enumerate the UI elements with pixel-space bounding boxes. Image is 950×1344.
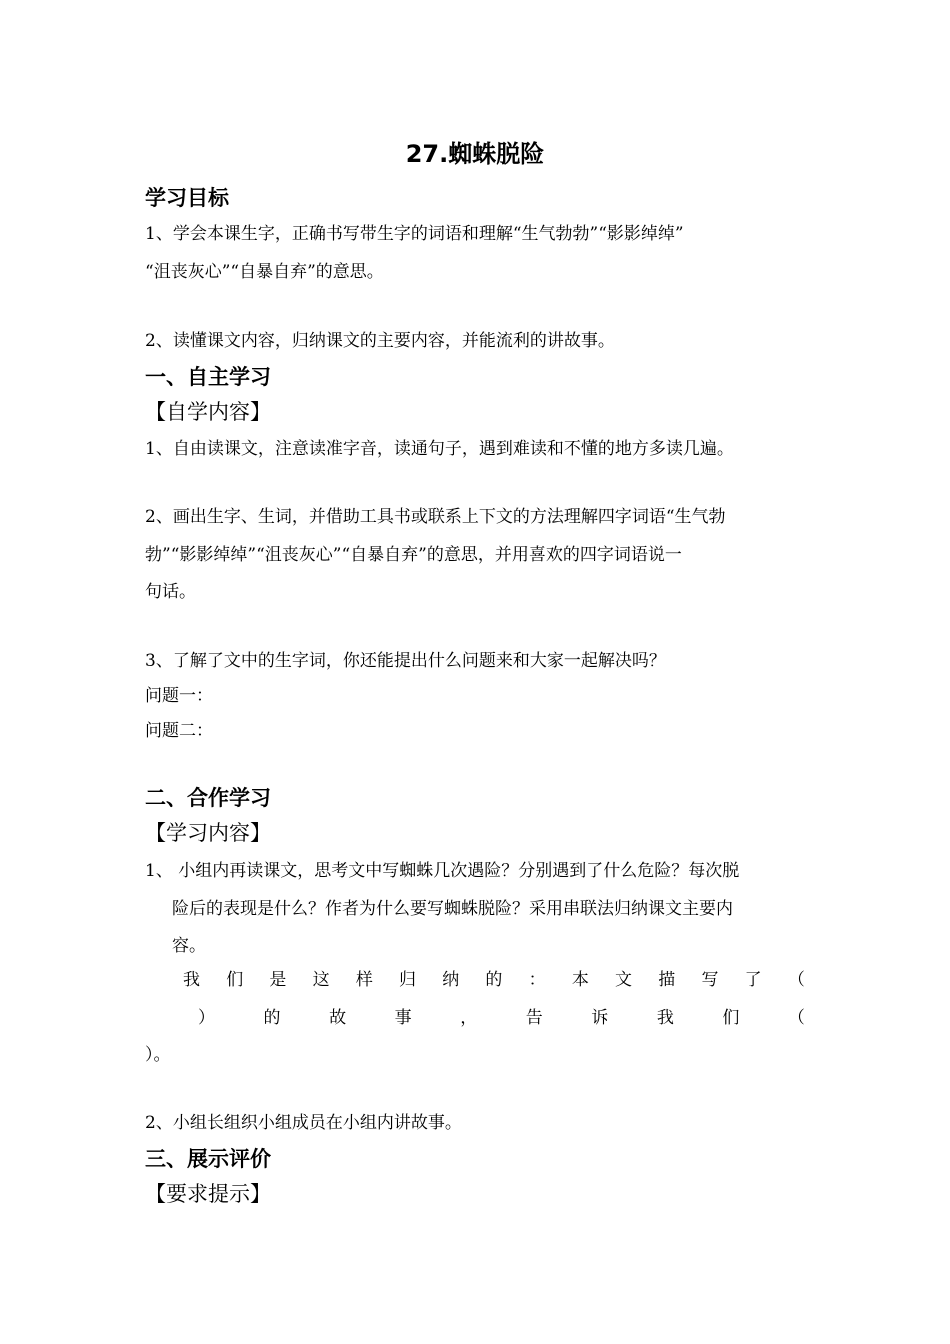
section1-item-2-line-1: 2、画出生字、生词，并借助工具书或联系上下文的方法理解四字词语“生气勃	[145, 507, 726, 527]
section3-heading: 三、展示评价	[145, 1147, 271, 1171]
summary-char: 描	[658, 970, 676, 990]
summary-char: 们	[226, 970, 244, 990]
summary-line-2	[198, 1008, 805, 1028]
summary-char: 是	[269, 970, 287, 990]
section2-item-2: 2、小组长组织小组成员在小组内讲故事。	[145, 1113, 462, 1133]
summary-char: （	[787, 970, 805, 990]
summary-char: 告	[525, 1008, 543, 1028]
summary-line-1	[183, 970, 805, 990]
summary-char: 们	[722, 1008, 740, 1028]
section2-item-1-line-3: 容。	[172, 936, 206, 956]
summary-char: ）	[198, 1008, 215, 1028]
summary-char: 文	[615, 970, 633, 990]
summary-char: 归	[399, 970, 417, 990]
question-2: 问题二：	[145, 721, 213, 741]
summary-char: 这	[312, 970, 330, 990]
section1-item-3: 3、了解了文中的生字词，你还能提出什么问题来和大家一起解决吗？	[145, 651, 666, 671]
summary-line-3: ）。	[145, 1045, 171, 1065]
summary-char: 本	[571, 970, 589, 990]
summary-char: 故	[329, 1008, 347, 1028]
section1-item-2-line-3: 句话。	[145, 582, 196, 602]
page-title: 27.蜘蛛脱险	[405, 140, 545, 168]
summary-char: 我	[656, 1008, 674, 1028]
summary-char: 样	[355, 970, 373, 990]
section2-item-1-line-1: 1、 小组内再读课文，思考文中写蜘蛛几次遇险？分别遇到了什么危险？每次脱	[145, 861, 740, 881]
section3-subheading: 【要求提示】	[145, 1182, 271, 1206]
section2-heading: 二、合作学习	[145, 786, 271, 810]
section2-subheading: 【学习内容】	[145, 821, 271, 845]
section1-subheading: 【自学内容】	[145, 400, 271, 424]
goal-item-2: 2、读懂课文内容，归纳课文的主要内容，并能流利的讲故事。	[145, 331, 615, 351]
goal-item-1-line-2: “沮丧灰心”“自暴自弃”的意思。	[145, 262, 384, 282]
goals-heading: 学习目标	[145, 186, 229, 210]
goal-item-1-line-1: 1、学会本课生字，正确书写带生字的词语和理解“生气勃勃”“影影绰绰”	[145, 224, 684, 244]
question-1: 问题一：	[145, 686, 213, 706]
summary-char: 事	[394, 1008, 412, 1028]
summary-char: （	[787, 1008, 805, 1028]
section1-heading: 一、自主学习	[145, 365, 271, 389]
summary-char: 我	[183, 970, 200, 990]
summary-char: ：	[528, 970, 546, 990]
summary-char: 纳	[442, 970, 460, 990]
summary-char: 的	[263, 1008, 281, 1028]
summary-char: ，	[460, 1008, 478, 1028]
section1-item-2-line-2: 勃”“影影绰绰”“沮丧灰心”“自暴自弃”的意思，并用喜欢的四字词语说一	[145, 545, 682, 565]
section1-item-1: 1、自由读课文，注意读准字音，读通句子，遇到难读和不懂的地方多读几遍。	[145, 439, 734, 459]
summary-char: 的	[485, 970, 503, 990]
summary-char: 诉	[591, 1008, 609, 1028]
summary-char: 了	[744, 970, 762, 990]
summary-char: 写	[701, 970, 719, 990]
section2-item-1-line-2: 险后的表现是什么？作者为什么要写蜘蛛脱险？采用串联法归纳课文主要内	[172, 899, 733, 919]
